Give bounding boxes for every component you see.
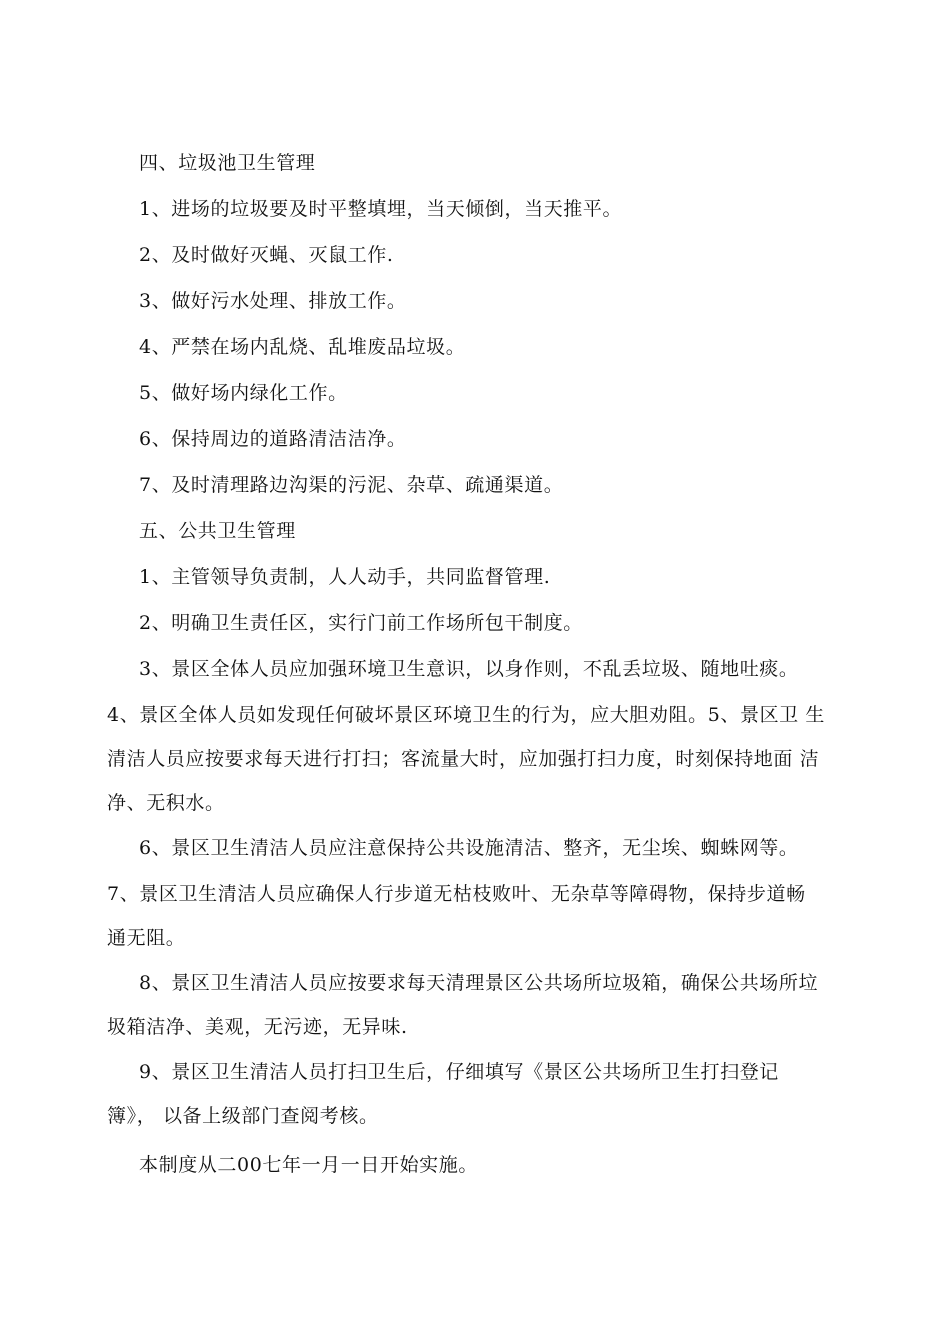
closing-statement: 本制度从二00七年一月一日开始实施。	[139, 1154, 478, 1176]
list-item: 6、景区卫生清洁人员应注意保持公共设施清洁、整齐，无尘埃、蜘蛛网等。	[139, 837, 799, 859]
list-item: 1、主管领导负责制，人人动手，共同监督管理.	[139, 566, 551, 588]
list-item: 4、严禁在场内乱烧、乱堆废品垃圾。	[139, 336, 466, 358]
paragraph-line: 9、景区卫生清洁人员打扫卫生后，仔细填写《景区公共场所卫生打扫登记	[139, 1061, 779, 1083]
paragraph-line: 4、景区全体人员如发现任何破坏景区环境卫生的行为，应大胆劝阻。5、景区卫 生	[107, 704, 826, 726]
list-item: 7、及时清理路边沟渠的污泥、杂草、疏通渠道。	[139, 474, 564, 496]
section-heading: 四、垃圾池卫生管理	[139, 152, 316, 174]
paragraph-line: 清洁人员应按要求每天进行打扫；客流量大时，应加强打扫力度，时刻保持地面 洁	[107, 748, 820, 770]
list-item: 5、做好场内绿化工作。	[139, 382, 348, 404]
list-item: 3、做好污水处理、排放工作。	[139, 290, 407, 312]
list-item: 1、进场的垃圾要及时平整填埋，当天倾倒，当天推平。	[139, 198, 623, 220]
list-item: 6、保持周边的道路清洁洁净。	[139, 428, 407, 450]
list-item: 2、明确卫生责任区，实行门前工作场所包干制度。	[139, 612, 583, 634]
list-item: 3、景区全体人员应加强环境卫生意识，以身作则，不乱丢垃圾、随地吐痰。	[139, 658, 799, 680]
paragraph-line: 净、无积水。	[107, 792, 225, 814]
paragraph-line: 7、景区卫生清洁人员应确保人行步道无枯枝败叶、无杂草等障碍物，保持步道畅	[107, 883, 806, 905]
paragraph-line: 通无阻。	[107, 927, 186, 949]
paragraph-line: 8、景区卫生清洁人员应按要求每天清理景区公共场所垃圾箱，确保公共场所垃	[139, 972, 819, 994]
paragraph-line: 圾箱洁净、美观，无污迹，无异味.	[107, 1016, 408, 1038]
section-heading: 五、公共卫生管理	[139, 520, 296, 542]
paragraph-line: 簿》， 以备上级部门查阅考核。	[107, 1105, 379, 1127]
list-item: 2、及时做好灭蝇、灭鼠工作.	[139, 244, 394, 266]
